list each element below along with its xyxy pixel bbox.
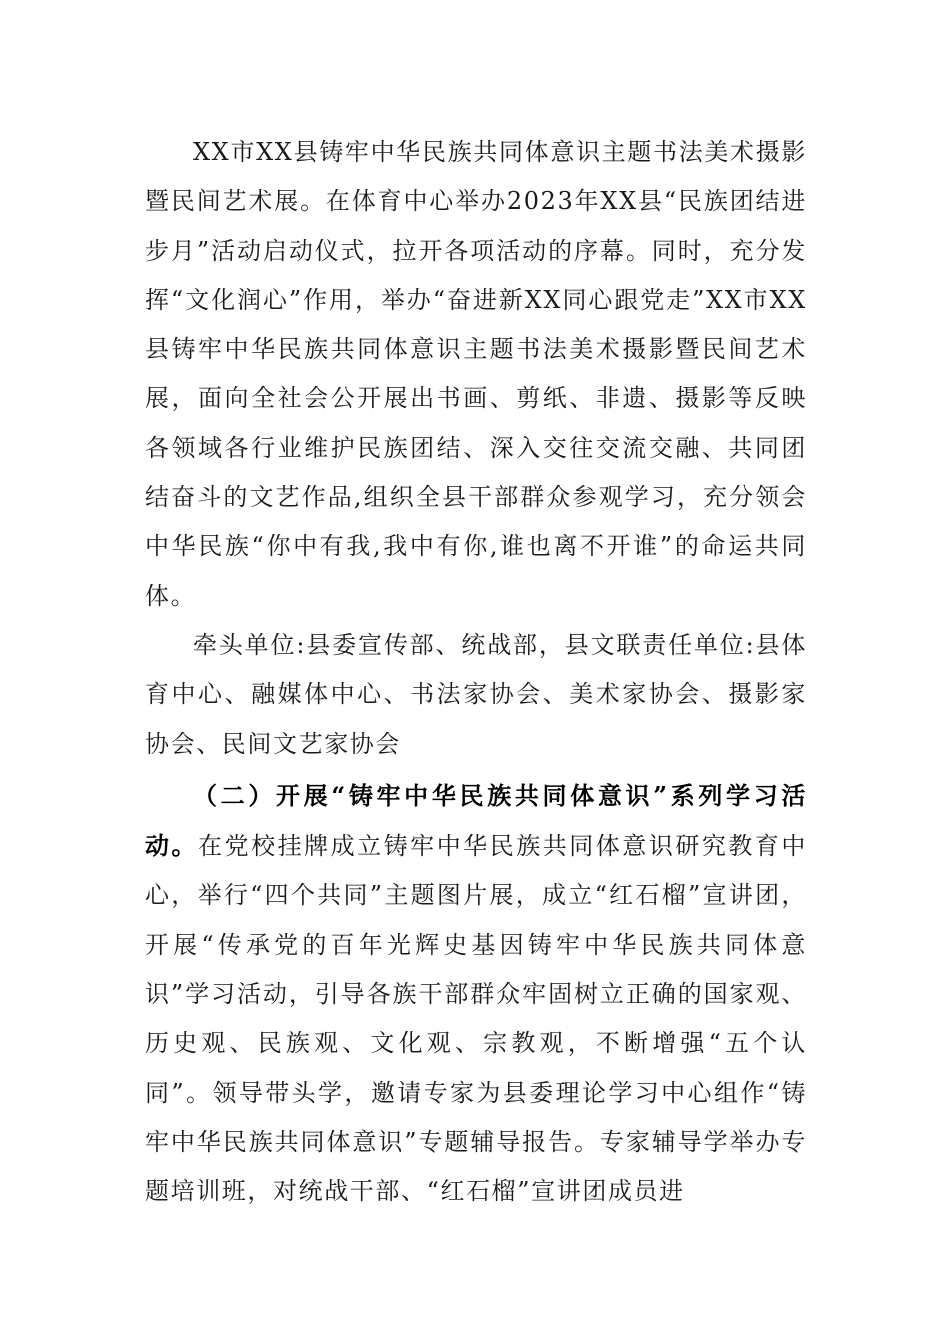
document-body — [145, 128, 807, 1217]
paragraph-learning-activities-body: 在党校挂牌成立铸牢中华民族共同体意识研究教育中心，举行“四个共同”主题图片展，成立“红石榴”宣讲团，开展“传承党的百年光辉史基因铸牢中华民族共同体意识”学习活动，引导各族干部群众牢固树立正确的国家观、历史观、民族观、文化观、宗教观，不断增强“五个认同”。领导带头学，邀请专家为县委理论学习中心组作“铸牢中华民族共同体意识”专题辅导报告。专家辅导学举办专题培训班，对统战干部、“红石榴”宣讲团成员进 — [145, 832, 807, 1206]
section-heading-learning-activities: （二）开展“铸牢中华民族共同体意识”系列学习活动。 — [145, 780, 807, 861]
paragraph-learning-activities — [145, 771, 807, 1217]
paragraph-responsible-units: 牵头单位:县委宣传部、统战部，县文联责任单位:县体育中心、融媒体中心、书法家协会、美术家协会、摄影家协会、民间文艺家协会 — [145, 630, 807, 758]
paragraph-art-exhibition: XX市XX县铸牢中华民族共同体意识主题书法美术摄影暨民间艺术展。在体育中心举办2023年XX县“民族团结进步月”活动启动仪式，拉开各项活动的序幕。同时，充分发挥“文化润心”作用，举办“奋进新XX同心跟党走”XX市XX县铸牢中华民族共同体意识主题书法美术摄影暨民间艺术展，面向全社会公开展出书画、剪纸、非遗、摄影等反映各领域各行业维护民族团结、深入交往交流交融、共同团结奋斗的文艺作品,组织全县干部群众参观学习，充分领会中华民族“你中有我,我中有你,谁也离不开谁”的命运共同体。 — [145, 138, 807, 610]
